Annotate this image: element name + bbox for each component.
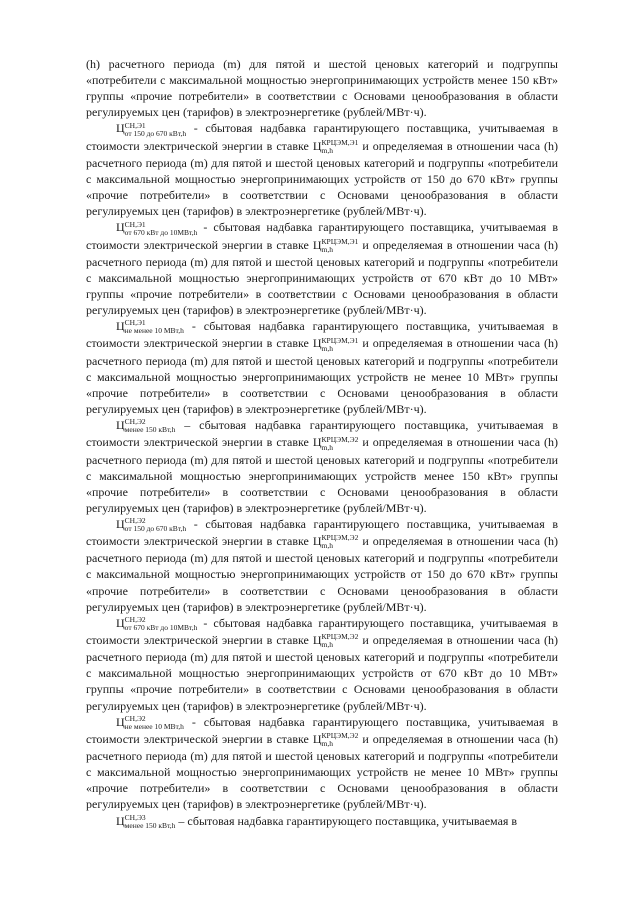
rate-symbol xyxy=(312,731,359,749)
document-page xyxy=(86,56,558,830)
tariff-symbol-indices xyxy=(125,418,176,434)
rate-symbol-base: Ц xyxy=(312,435,322,450)
rate-symbol-subscript: m,h xyxy=(321,640,334,650)
tariff-symbol-subscript: менее 150 кВт,h xyxy=(124,820,176,830)
rate-symbol-indices xyxy=(322,436,359,452)
rate-symbol-superscript: КРЦЭМ,Э2 xyxy=(321,533,359,543)
tariff-symbol-indices xyxy=(125,616,198,632)
tariff-symbol-superscript: СН,Э2 xyxy=(124,615,146,624)
rate-symbol-base: Ц xyxy=(312,336,322,351)
tariff-symbol-superscript: СН,Э2 xyxy=(124,516,146,526)
tariff-symbol-base: Ц xyxy=(116,319,125,334)
rate-symbol-base: Ц xyxy=(312,633,322,647)
paragraph xyxy=(86,219,558,318)
tariff-symbol-superscript: СН,Э3 xyxy=(124,812,146,822)
tariff-symbol-superscript: СН,Э2 xyxy=(124,417,146,427)
tariff-symbol xyxy=(116,120,187,138)
paragraph xyxy=(86,516,558,615)
paragraph xyxy=(86,417,558,516)
tariff-symbol-subscript: не менее 10 МВт,h xyxy=(124,326,184,336)
tariff-symbol-subscript: от 150 до 670 кВт,h xyxy=(124,128,187,138)
tariff-symbol-base: Ц xyxy=(116,516,125,531)
definition-text: - сбытовая надбавка гарантирующего поставщика, учитываемая в стоимости электрической энергии в ставке xyxy=(86,714,558,746)
tariff-symbol-subscript: не менее 10 МВт,h xyxy=(124,721,184,731)
tariff-symbol xyxy=(116,616,197,630)
tariff-symbol-base: Ц xyxy=(116,121,125,136)
tariff-symbol xyxy=(116,516,187,534)
paragraph xyxy=(86,120,558,219)
rate-symbol-superscript: КРЦЭМ,Э2 xyxy=(321,434,359,444)
rate-symbol-subscript: m,h xyxy=(321,343,334,353)
rate-symbol-indices xyxy=(322,238,359,254)
rate-symbol-base: Ц xyxy=(312,534,322,549)
tariff-symbol-superscript: СН,Э1 xyxy=(124,219,146,229)
tariff-symbol-base: Ц xyxy=(116,220,125,235)
definition-text: – сбытовая надбавка гарантирующего поставщика, учитываемая в xyxy=(175,813,518,828)
definition-text: - сбытовая надбавка гарантирующего поставщика, учитываемая в стоимости электрической энергии в ставке xyxy=(86,220,558,252)
tariff-symbol xyxy=(116,318,184,336)
tariff-symbol-subscript: от 670 кВт до 10МВт,h xyxy=(124,227,198,237)
tariff-symbol-superscript: СН,Э1 xyxy=(124,318,146,328)
rate-symbol-subscript: m,h xyxy=(321,145,334,155)
definition-text-continued: и определяемая в отношении часа (h) расчетного периода (m) для пятой и шестой ценовых категорий и подгруппы «потребители с максимальной мощностью энергопринимающих устройств от 150 до 670 кВт» группы «прочие потребители» в соответствии с Основами ценообразования в области регулируемых цен (тарифов) в электроэнергетике (рублей/МВт·ч). xyxy=(86,138,559,219)
rate-symbol xyxy=(312,632,359,650)
tariff-symbol-indices xyxy=(125,517,186,533)
tariff-symbol-indices xyxy=(125,122,186,138)
rate-symbol xyxy=(312,335,359,353)
tariff-symbol-subscript: от 670 кВт до 10МВт,h xyxy=(124,623,198,632)
tariff-symbol xyxy=(116,417,176,435)
paragraph xyxy=(86,318,558,417)
rate-symbol-subscript: m,h xyxy=(321,442,334,452)
tariff-symbol-subscript: от 150 до 670 кВт,h xyxy=(124,524,187,534)
rate-symbol-subscript: m,h xyxy=(321,739,334,749)
rate-symbol-indices xyxy=(322,633,359,649)
rate-symbol-subscript: m,h xyxy=(321,541,334,551)
tariff-symbol-base: Ц xyxy=(116,615,125,630)
definition-text: - сбытовая надбавка гарантирующего поставщика, учитываемая в стоимости электрической энергии в ставке xyxy=(86,319,558,351)
rate-symbol-indices xyxy=(322,139,359,155)
rate-symbol-superscript: КРЦЭМ,Э2 xyxy=(321,731,359,741)
tariff-symbol-indices xyxy=(125,814,176,830)
rate-symbol xyxy=(313,238,358,252)
paragraph xyxy=(86,714,558,813)
rate-symbol-indices xyxy=(322,732,359,748)
definition-text-continued: и определяемая в отношении часа (h) расчетного периода (m) для пятой и шестой ценовых категорий и подгруппы «потребители с максимальной мощностью энергопринимающих устройств менее 150 кВт» группы «прочие потребители» в соответствии с Основами ценообразования в области регулируемых цен (тарифов) в электроэнергетике (рублей/МВт·ч). xyxy=(86,435,559,515)
tariff-symbol-subscript: менее 150 кВт,h xyxy=(124,425,176,435)
tariff-symbol-indices xyxy=(125,221,198,237)
definition-text-continued: и определяемая в отношении часа (h) расчетного периода (m) для пятой и шестой ценовых категорий и подгруппы «потребители с максимальной мощностью энергопринимающих устройств от 670 кВт до 10 МВт» группы «прочие потребители» в соответствии с Основами ценообразования в области регулируемых цен (тарифов) в электроэнергетике (рублей/МВт·ч). xyxy=(86,237,559,318)
rate-symbol-superscript: КРЦЭМ,Э1 xyxy=(321,137,359,147)
tariff-symbol xyxy=(116,715,184,729)
rate-symbol-base: Ц xyxy=(312,237,322,252)
rate-symbol-superscript: КРЦЭМ,Э1 xyxy=(321,335,359,345)
tariff-symbol xyxy=(116,814,175,828)
tariff-symbol-base: Ц xyxy=(116,813,125,828)
tariff-symbol-superscript: СН,Э1 xyxy=(124,120,146,130)
rate-symbol-base: Ц xyxy=(312,731,322,746)
tariff-symbol-indices xyxy=(125,715,184,731)
rate-symbol-subscript: m,h xyxy=(321,244,334,254)
paragraph xyxy=(86,813,558,830)
rate-symbol-base: Ц xyxy=(312,138,322,153)
definition-text: - сбытовая надбавка гарантирующего поставщика, учитываемая в стоимости электрической энергии в ставке xyxy=(86,121,558,153)
rate-symbol xyxy=(312,533,359,551)
tariff-symbol-indices xyxy=(125,319,184,335)
definition-text-continued: и определяемая в отношении часа (h) расчетного периода (m) для пятой и шестой ценовых категорий и подгруппы «потребители с максимальной мощностью энергопринимающих устройств не менее 10 МВт» группы «прочие потребители» в соответствии с Основами ценообразования в области регулируемых цен (тарифов) в электроэнергетике (рублей/МВт·ч). xyxy=(86,731,559,812)
rate-symbol xyxy=(313,139,358,153)
rate-symbol-superscript: КРЦЭМ,Э1 xyxy=(321,236,359,246)
rate-symbol xyxy=(312,434,359,452)
definition-text: - сбытовая надбавка гарантирующего поставщика, учитываемая в стоимости электрической энергии в ставке xyxy=(86,516,558,549)
rate-symbol-indices xyxy=(322,337,359,353)
tariff-symbol xyxy=(116,219,198,237)
rate-symbol-superscript: КРЦЭМ,Э2 xyxy=(321,632,359,642)
definition-text-continued: и определяемая в отношении часа (h) расчетного периода (m) для пятой и шестой ценовых категорий и подгруппы «потребители с максимальной мощностью энергопринимающих устройств не менее 10 МВт» группы «прочие потребители» в соответствии с Основами ценообразования в области регулируемых цен (тарифов) в электроэнергетике (рублей/МВт·ч). xyxy=(86,336,559,416)
definition-text-continued: и определяемая в отношении часа (h) расчетного периода (m) для пятой и шестой ценовых категорий и подгруппы «потребители с максимальной мощностью энергопринимающих устройств от 150 до 670 кВт» группы «прочие потребители» в соответствии с Основами ценообразования в области регулируемых цен (тарифов) в электроэнергетике (рублей/МВт·ч). xyxy=(86,534,559,614)
tariff-symbol-base: Ц xyxy=(116,714,125,729)
tariff-symbol-base: Ц xyxy=(116,418,125,432)
paragraph xyxy=(86,56,558,120)
definition-text: - сбытовая надбавка гарантирующего поставщика, учитываемая в стоимости электрической энергии в ставке xyxy=(86,615,558,647)
paragraph xyxy=(86,615,558,714)
definition-text-continued: и определяемая в отношении часа (h) расчетного периода (m) для пятой и шестой ценовых категорий и подгруппы «потребители с максимальной мощностью энергопринимающих устройств от 670 кВт до 10 МВт» группы «прочие потребители» в соответствии с Основами ценообразования в области регулируемых цен (тарифов) в электроэнергетике (рублей/МВт·ч). xyxy=(86,633,559,713)
definition-text: – сбытовая надбавка гарантирующего поставщика, учитываемая в стоимости электрической энергии в ставке xyxy=(86,418,558,450)
rate-symbol-indices xyxy=(322,534,359,550)
paragraph-text: (h) расчетного периода (m) для пятой и шестой ценовых категорий и подгруппы «потребители с максимальной мощностью энергопринимающих устройств менее 150 кВт» группы «прочие потребители» в соответствии с Основами ценообразования в области регулируемых цен (тарифов) в электроэнергетике (рублей/МВт·ч). xyxy=(86,57,558,120)
tariff-symbol-superscript: СН,Э2 xyxy=(124,713,146,723)
